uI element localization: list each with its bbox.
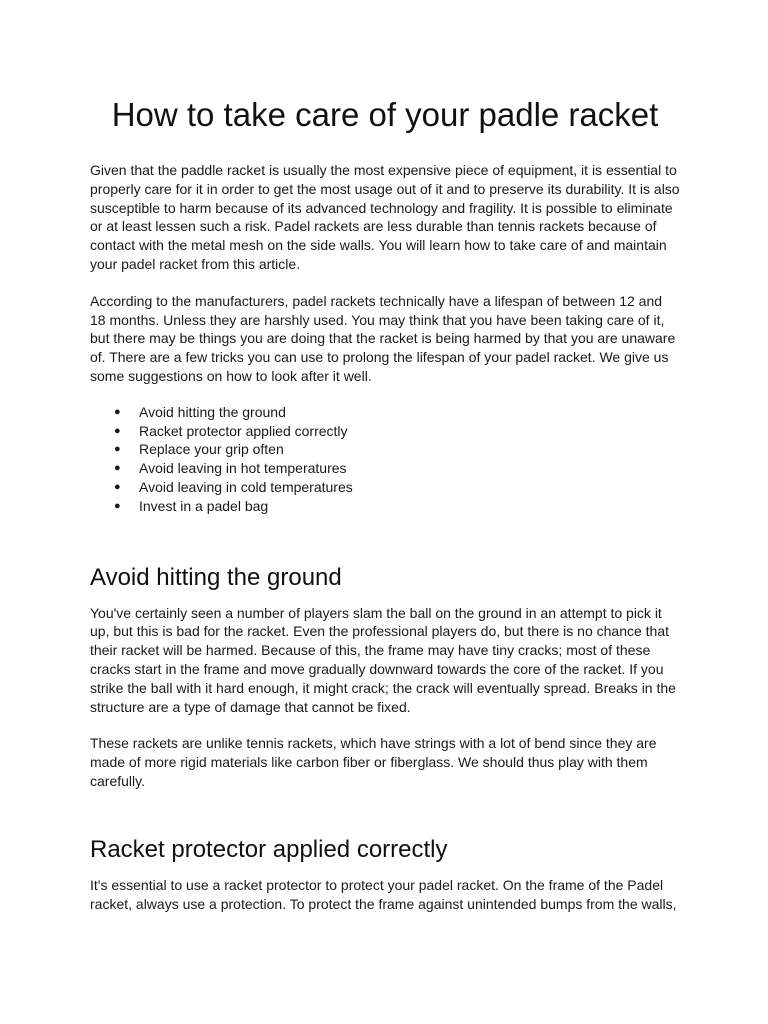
list-item-text: Avoid leaving in hot temperatures xyxy=(139,460,347,477)
list-item xyxy=(90,459,680,478)
section-heading-avoid-hitting-ground: Avoid hitting the ground xyxy=(90,563,342,591)
list-item xyxy=(90,478,680,497)
list-item-text: Racket protector applied correctly xyxy=(139,422,348,439)
intro-paragraph-1: Given that the paddle racket is usually the most expensive piece of equipment, it is essential to properly care for it in order to get the most usage out of it and to preserve its durability. It is also susceptible to harm because of its advanced technology and fragility. It is possible to eliminate or at least lessen such a risk. Padel rackets are less durable than tennis rackets because of contact with the metal mesh on the side walls. You will learn how to take care of and maintain your padel racket from this article. xyxy=(90,162,680,272)
bullet-icon: ● xyxy=(114,499,121,512)
list-item-text: Replace your grip often xyxy=(139,441,284,458)
bullet-icon: ● xyxy=(114,443,121,456)
section-1-paragraph-1: You've certainly seen a number of players slam the ball on the ground in an attempt to pick it up, but this is bad for the racket. Even the professional players do, but there is no chance that their racket will be harmed. Because of this, the frame may have tiny cracks; most of these cracks start in the frame and move gradually downward towards the core of the racket. If you strike the ball with it hard enough, it might crack; the crack will eventually spread. Breaks in the structure are a type of damage that cannot be fixed. xyxy=(90,604,676,715)
list-item-text: Avoid leaving in cold temperatures xyxy=(139,478,353,495)
bullet-icon: ● xyxy=(114,424,121,437)
section-2-paragraph-1: It's essential to use a racket protector to protect your padel racket. On the frame of the Padel racket, always use a protection. To protect the frame against unintended bumps from the walls, xyxy=(90,876,677,912)
bullet-icon: ● xyxy=(114,462,121,475)
list-item xyxy=(90,440,680,459)
list-item xyxy=(90,422,680,441)
document-title: How to take care of your padle racket xyxy=(111,96,659,133)
bullet-icon: ● xyxy=(114,480,121,493)
document-page xyxy=(90,0,680,913)
list-item-text: Avoid hitting the ground xyxy=(139,403,286,420)
section-1-paragraph-2: These rackets are unlike tennis rackets, which have strings with a lot of bend since they are made of more rigid materials like carbon fiber or fiberglass. We should thus play with them carefully. xyxy=(90,735,657,789)
tips-list xyxy=(90,403,680,516)
list-item-text: Invest in a padel bag xyxy=(139,497,269,514)
list-item xyxy=(90,497,680,516)
section-heading-racket-protector: Racket protector applied correctly xyxy=(90,835,448,863)
intro-paragraph-2: According to the manufacturers, padel rackets technically have a lifespan of between 12 and 18 months. Unless they are harshly used. You may think that you have been taking care of it, but there may be things you are doing that the racket is being harmed by that you are unaware of. There are a few tricks you can use to prolong the lifespan of your padel racket. We give us some suggestions on how to look after it well. xyxy=(90,292,676,384)
list-item xyxy=(90,403,680,422)
bullet-icon: ● xyxy=(114,405,121,418)
